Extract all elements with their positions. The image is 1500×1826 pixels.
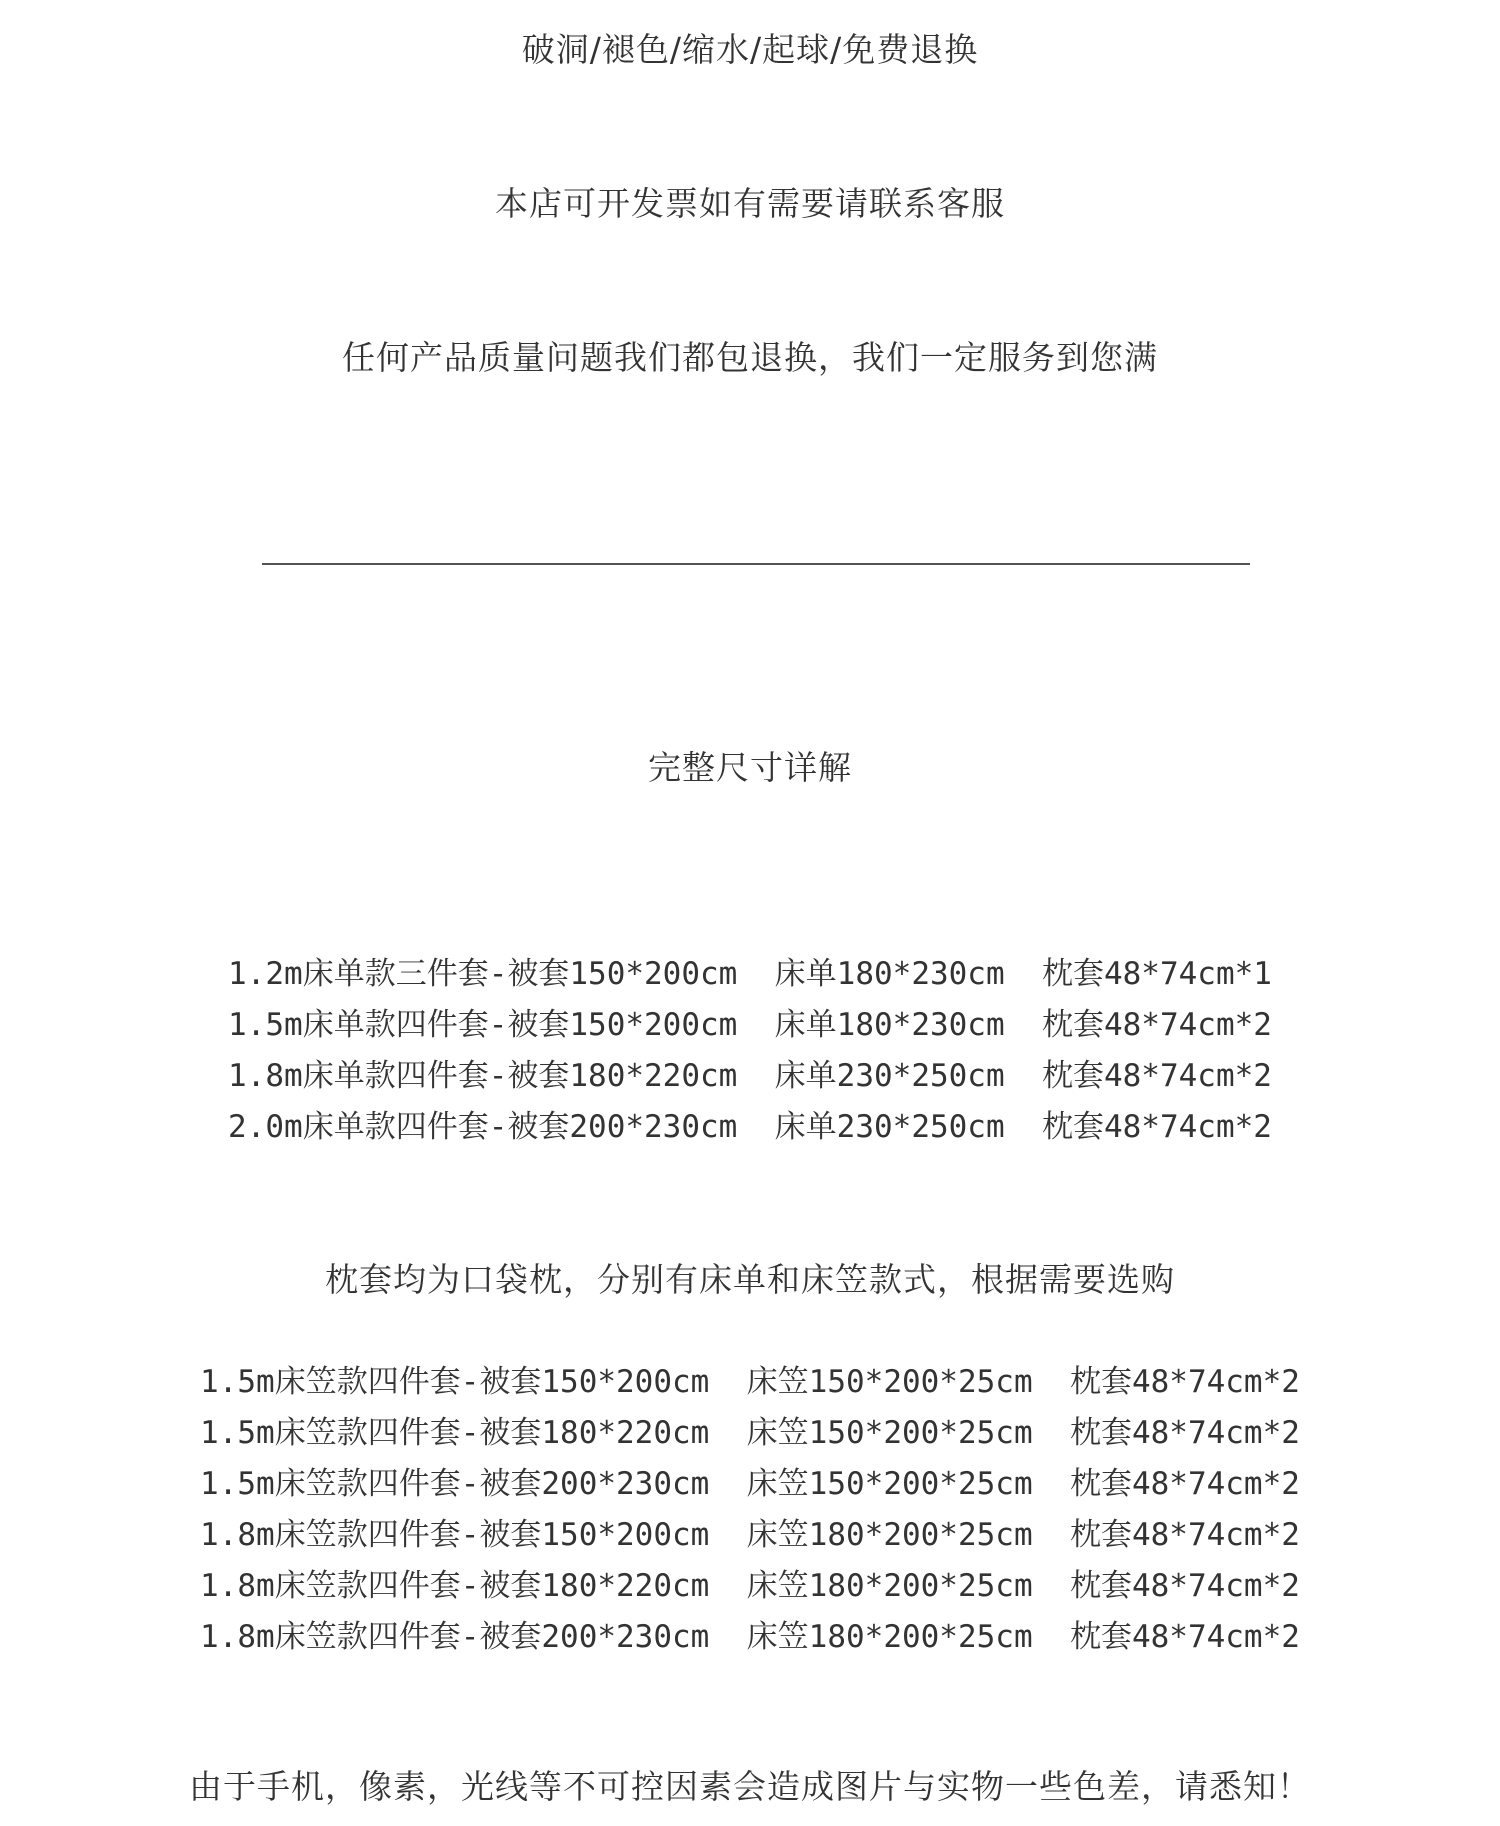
invoice-notice: 本店可开发票如有需要请联系客服 (495, 184, 1005, 223)
sheet-size-row: 1.5m床单款四件套-被套150*200cm 床单180*230cm 枕套48*74cm*2 (228, 1007, 1272, 1043)
sheet-size-row: 1.2m床单款三件套-被套150*200cm 床单180*230cm 枕套48*74cm*1 (228, 956, 1272, 992)
pillow-note: 枕套均为口袋枕，分别有床单和床笠款式，根据需要选购 (325, 1260, 1175, 1299)
section-divider (262, 563, 1250, 565)
return-policy-text: 破洞/褪色/缩水/起球/免费退换 (521, 30, 979, 69)
size-section-title: 完整尺寸详解 (648, 748, 852, 787)
fitted-size-row: 1.5m床笠款四件套-被套150*200cm 床笠150*200*25cm 枕套48*74cm*2 (200, 1364, 1300, 1400)
sheet-size-row: 1.8m床单款四件套-被套180*220cm 床单230*250cm 枕套48*74cm*2 (228, 1058, 1272, 1094)
fitted-size-row: 1.8m床笠款四件套-被套180*220cm 床笠180*200*25cm 枕套48*74cm*2 (200, 1568, 1300, 1604)
fitted-size-row: 1.5m床笠款四件套-被套180*220cm 床笠150*200*25cm 枕套48*74cm*2 (200, 1415, 1300, 1451)
fitted-size-row: 1.8m床笠款四件套-被套200*230cm 床笠180*200*25cm 枕套48*74cm*2 (200, 1619, 1300, 1655)
sheet-size-row: 2.0m床单款四件套-被套200*230cm 床单230*250cm 枕套48*74cm*2 (228, 1109, 1272, 1145)
fitted-size-row: 1.5m床笠款四件套-被套200*230cm 床笠150*200*25cm 枕套48*74cm*2 (200, 1466, 1300, 1502)
quality-guarantee: 任何产品质量问题我们都包退换，我们一定服务到您满 (342, 338, 1158, 377)
color-disclaimer: 由于手机，像素，光线等不可控因素会造成图片与实物一些色差，请悉知！ (189, 1767, 1311, 1806)
fitted-size-row: 1.8m床笠款四件套-被套150*200cm 床笠180*200*25cm 枕套48*74cm*2 (200, 1517, 1300, 1553)
